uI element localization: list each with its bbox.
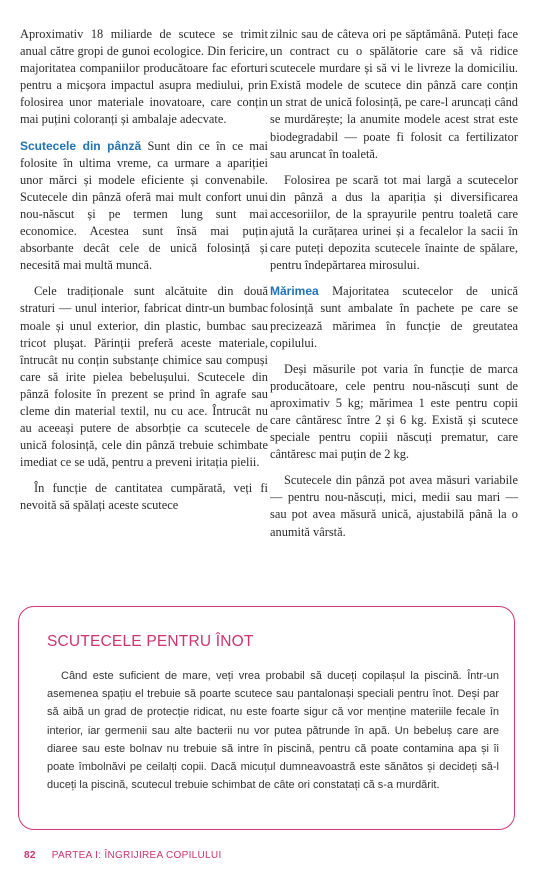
page-footer — [24, 850, 222, 861]
paragraph-measures: Deși măsurile pot varia în funcție de marca producătoare, cele pentru nou-născuți sunt de aproximativ 5 kg; mărimea 1 este pentru copii care cântăresc între 2 și 6 kg. Există și scutece speciale pentru copiii născuți prematur, care cântăresc mai puțin de 2 kg. — [270, 361, 518, 462]
keyword-cloth-diapers: Scutecele din pânză — [20, 138, 142, 153]
right-column — [270, 26, 518, 550]
left-column — [20, 26, 268, 524]
box-text: Când este suficient de mare, veți vrea probabil să duceți copilașul la piscină. Într-un asemenea spațiu el trebuie să poarte scutece sau pantalonași speciali pentru înot. Deși par să aibă un grad de protecție ridicat, nu este foarte sigur că vor menține materiile fecale în interior, iar germenii sau alte bacterii nu vor putea pătrunde în apă. Un bebeluș care are diaree sau este bolnav nu trebuie să intre în piscină, pentru că poate contamina apa și îi poate îmbolnăvi pe ceilalți copii. Dacă micuțul dumneavoastră este sănătos și decideți să-l duceți la piscină, scutecul trebuie schimbat de câte ori constatați că s-a murdărit. — [47, 670, 499, 792]
section-title: PARTEA I: ÎNGRIJIREA COPILULUI — [51, 850, 222, 861]
paragraph-laundry: zilnic sau de câteva ori pe săptămână. Puteți face un contract cu o spălătorie care să vă ridice scutecele murdare și să vi le livreze la domiciliu. Există modele de scutece din pânză care conțin un strat de unică folosință, pe care-l aruncați când se murdărește; la anumite modele acest strat este biodegradabil — poate fi folosit ca fertilizator sau aruncat în toaletă. — [270, 27, 518, 161]
paragraph-intro: Aproximativ 18 miliarde de scutece se trimit anual către gropi de gunoi ecologice. Din fericire, majoritatea companiilor producătoare fac eforturi pentru a micșora impactul asupra mediului, prin folosirea unor materiale inovatoare, care conțin mai puțini coloranți și ambalaje adecvate. — [20, 27, 268, 127]
page-number: 82 — [24, 850, 36, 861]
paragraph-size-text: Majoritatea scutecelor de unică folosință sunt ambalate în pachete pe care se precizează mărimea în funcție de greutatea copilului. — [270, 284, 518, 350]
paragraph-traditional: Cele tradiționale sunt alcătuite din două straturi — unul interior, fabricat dintr-un bumbac moale și unul exterior, din plastic, bumbac sau tricot pluşat. Părinții preferă aceste materiale, întrucât nu conțin substanțe chimice sau compuși care să irite pielea bebelușului. Scutecele din pânză folosite în prezent se prind în agrafe sau cleme din material textil, nu cu ace. Întrucât nu au aceeași putere de absorbție ca scutecele de unică folosință, cele din pânză trebuie schimbate imediat ce se udă, pentru a preveni iritația pielii. — [20, 284, 268, 470]
paragraph-cloth-diapers — [20, 138, 268, 275]
swim-diapers-box — [18, 606, 515, 830]
paragraph-size — [270, 283, 518, 351]
paragraph-accessories: Folosirea pe scară tot mai largă a scutecelor din pânză a dus la apariția și diversificarea accesoriilor, de la sprayurile pentru toaletă care ajută la curățarea urinei și a fecalelor la sacii în care puteți depozita scutecele înainte de spălare, pentru îndepărtarea mirosului. — [270, 172, 518, 273]
paragraph-cloth-sizes: Scutecele din pânză pot avea măsuri variabile — pentru nou-născuți, mici, medii sau mari — sau pot avea măsură unică, ajustabilă până la o anumită vârstă. — [270, 473, 518, 539]
paragraph-cloth-diapers-text: Sunt din ce în ce mai folosite în ultima vreme, ca urmare a apariției unor mărci și modele eficiente și convenabile. Scutecele din pânză oferă mai mult confort unui nou-născut și pe termen lung sunt mai economice. Acestea sunt însă mai puțin absorbante decât cele de unică folosință și necesită mai multă muncă. — [20, 138, 268, 273]
keyword-size: Mărimea — [270, 284, 319, 299]
paragraph-quantity: În funcție de cantitatea cumpărată, veți fi nevoită să spălați aceste scutece — [20, 481, 268, 513]
box-title: SCUTECELE PENTRU ÎNOT — [47, 633, 254, 650]
